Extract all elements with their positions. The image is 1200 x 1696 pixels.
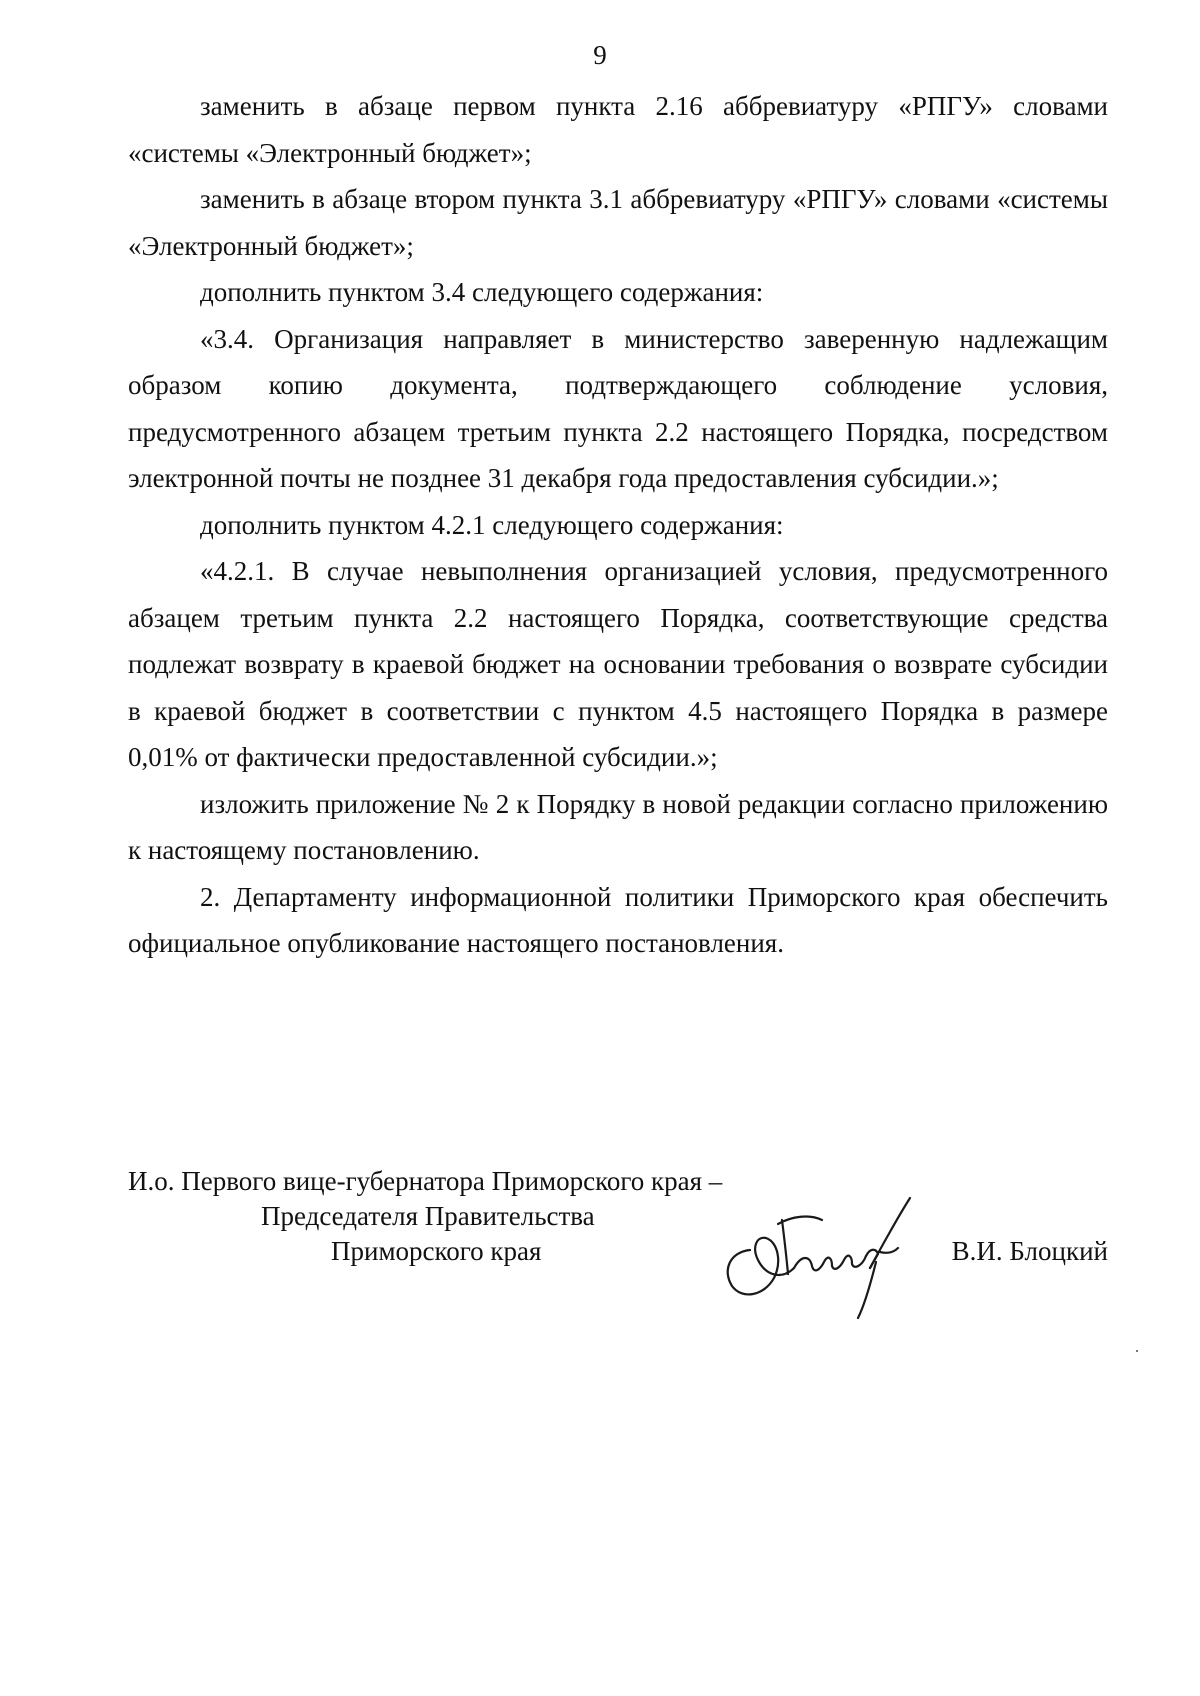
paragraph-7: изложить приложение № 2 к Порядку в новой редакции согласно приложению к настоящему постановлению. xyxy=(128,788,1108,865)
signature-block xyxy=(128,1164,722,1269)
paragraph-3: дополнить пунктом 3.4 следующего содержания: xyxy=(200,277,764,307)
signatory-title-line-1: И.о. Первого вице-губернатора Приморского края – xyxy=(128,1166,723,1196)
scan-speck xyxy=(1136,1350,1138,1352)
paragraph-6: «4.2.1. В случае невыполнения организацией условия, предусмотренного абзацем третьим пункта 2.2 настоящего Порядка, соответствующие средства подлежат возврату в краевой бюджет на основании требования о возврате субсидии в краевой бюджет в соответствии с пунктом 4.5 настоящего Порядка в размере 0,01% от фактически предоставленной субсидии.»; xyxy=(128,556,1108,772)
signatory-title-line-3: Приморского края xyxy=(331,1236,542,1266)
paragraph-8: 2. Департаменту информационной политики Приморского края обеспечить официальное опубликование настоящего постановления. xyxy=(128,881,1108,958)
signatory-title-line-2: Председателя Правительства xyxy=(261,1201,595,1231)
handwritten-signature xyxy=(720,1190,940,1320)
paragraph-4: «3.4. Организация направляет в министерство заверенную надлежащим образом копию документа, подтверждающего соблюдение условия, предусмотренного абзацем третьим пункта 2.2 настоящего Порядка, посредством электронной почты не позднее 31 декабря года предоставления субсидии.»; xyxy=(128,323,1108,493)
page-number: 9 xyxy=(593,40,607,70)
document-body xyxy=(128,83,1108,967)
paragraph-1: заменить в абзаце первом пункта 2.16 аббревиатуру «РПГУ» словами «системы «Электронный бюджет»; xyxy=(128,91,1108,168)
paragraph-5: дополнить пунктом 4.2.1 следующего содержания: xyxy=(200,509,784,540)
signer-name: В.И. Блоцкий xyxy=(951,1236,1108,1266)
paragraph-2: заменить в абзаце втором пункта 3.1 аббревиатуру «РПГУ» словами «системы «Электронный бюджет»; xyxy=(128,184,1108,261)
